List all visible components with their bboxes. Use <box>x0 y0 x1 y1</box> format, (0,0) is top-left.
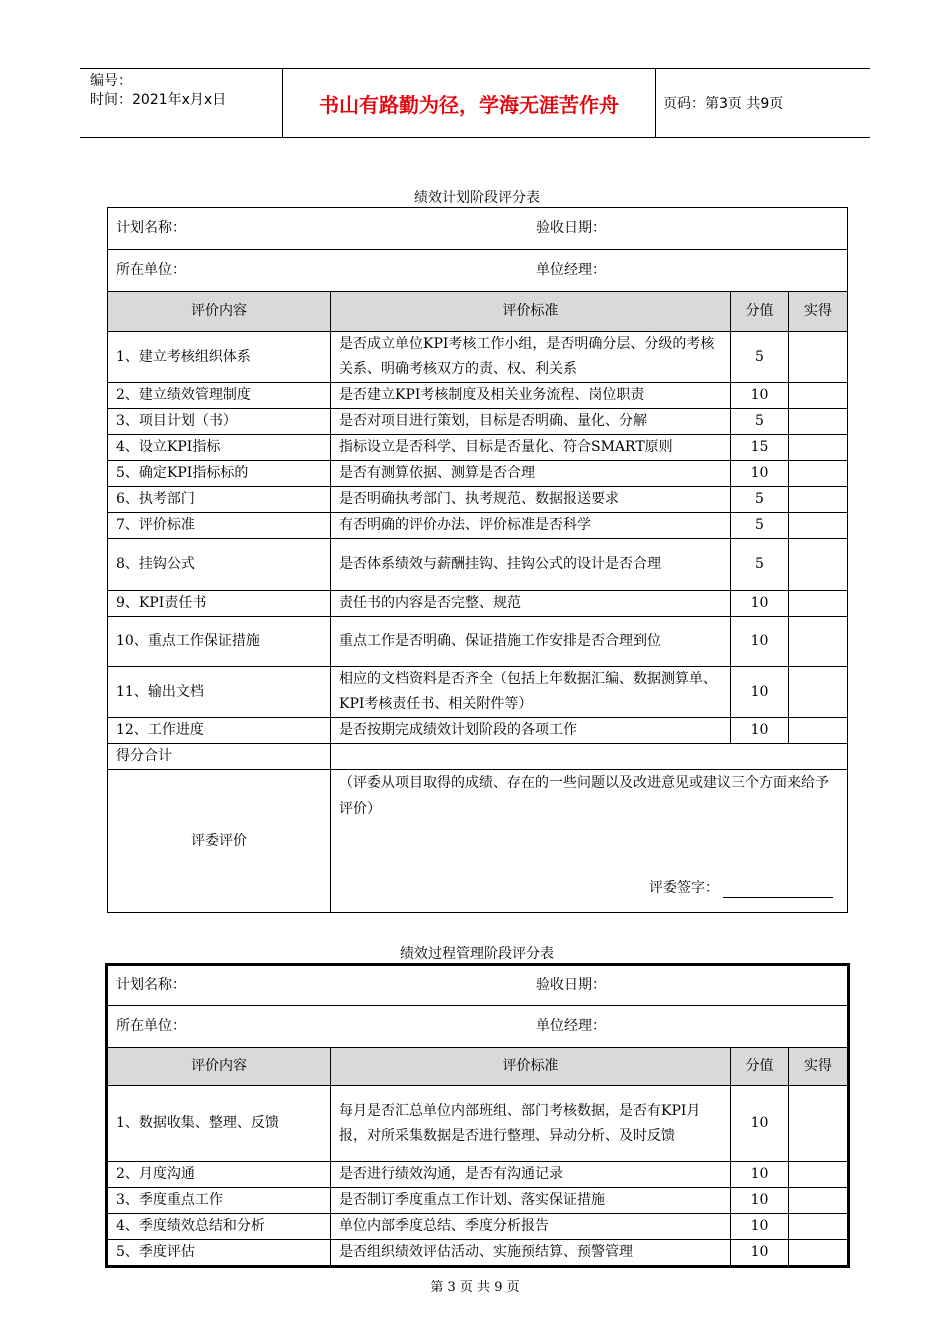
review-row <box>108 770 848 913</box>
table-row <box>108 1188 848 1214</box>
row-content: 10、重点工作保证措施 <box>108 617 331 667</box>
row-standard: 相应的文档资料是否齐全（包括上年数据汇编、数据测算单、KPI考核责任书、相关附件等） <box>331 667 731 718</box>
row-standard: 是否成立单位KPI考核工作小组，是否明确分层、分级的考核关系、明确考核双方的责、权、利关系 <box>331 332 731 383</box>
accept-date-label: 验收日期： <box>536 977 606 993</box>
row-content: 8、挂钩公式 <box>108 539 331 591</box>
row-content: 11、输出文档 <box>108 667 331 718</box>
row-actual-cell[interactable] <box>789 487 848 513</box>
process-stage-score-table <box>107 965 848 1266</box>
row-standard: 是否明确执考部门、执考规范、数据报送要求 <box>331 487 731 513</box>
row-actual-cell[interactable] <box>789 435 848 461</box>
page-footer: 第 3 页 共 9 页 <box>430 1280 520 1295</box>
plan-name-label: 计划名称： <box>116 220 186 236</box>
header-meta <box>80 69 282 137</box>
column-header: 实得 <box>789 1048 848 1086</box>
row-actual-cell[interactable] <box>789 513 848 539</box>
row-score: 10 <box>731 1240 789 1266</box>
row-actual-cell[interactable] <box>789 591 848 617</box>
row-content: 9、KPI责任书 <box>108 591 331 617</box>
column-header: 评价内容 <box>108 292 331 332</box>
column-header: 分值 <box>731 292 789 332</box>
row-standard: 是否体系绩效与薪酬挂钩、挂钩公式的设计是否合理 <box>331 539 731 591</box>
column-header: 评价内容 <box>108 1048 331 1086</box>
row-standard: 责任书的内容是否完整、规范 <box>331 591 731 617</box>
table-row <box>108 1240 848 1266</box>
table-row <box>108 1214 848 1240</box>
plan-stage-score-table <box>107 207 848 913</box>
row-score: 5 <box>731 332 789 383</box>
row-actual-cell[interactable] <box>789 1086 848 1162</box>
review-hint: （评委从项目取得的成绩、存在的一些问题以及改进意见或建议三个方面来给予评价） <box>339 775 829 817</box>
row-score: 10 <box>731 1214 789 1240</box>
unit-label: 所在单位： <box>116 1018 186 1034</box>
row-score: 10 <box>731 591 789 617</box>
row-score: 10 <box>731 383 789 409</box>
signature-label: 评委签字： <box>649 880 719 896</box>
column-header: 实得 <box>789 292 848 332</box>
row-content: 7、评价标准 <box>108 513 331 539</box>
header-page-label: 页码：第3页 共9页 <box>663 96 784 112</box>
row-score: 5 <box>731 409 789 435</box>
time-label: 时间：2021年x月x日 <box>90 92 227 108</box>
row-score: 5 <box>731 487 789 513</box>
table-row <box>108 591 848 617</box>
row-standard: 重点工作是否明确、保证措施工作安排是否合理到位 <box>331 617 731 667</box>
row-actual-cell[interactable] <box>789 1188 848 1214</box>
row-content: 3、季度重点工作 <box>108 1188 331 1214</box>
review-label: 评委评价 <box>108 770 331 913</box>
row-content: 5、季度评估 <box>108 1240 331 1266</box>
row-content: 1、建立考核组织体系 <box>108 332 331 383</box>
row-actual-cell[interactable] <box>789 332 848 383</box>
accept-date-label: 验收日期： <box>536 220 606 236</box>
row-content: 4、季度绩效总结和分析 <box>108 1214 331 1240</box>
table-row <box>108 487 848 513</box>
table-row <box>108 513 848 539</box>
column-header: 评价标准 <box>331 1048 731 1086</box>
table1-header-row <box>108 292 848 332</box>
row-actual-cell[interactable] <box>789 409 848 435</box>
table-row <box>108 332 848 383</box>
row-actual-cell[interactable] <box>789 383 848 409</box>
row-score: 10 <box>731 461 789 487</box>
row-score: 5 <box>731 513 789 539</box>
row-actual-cell[interactable] <box>789 718 848 744</box>
row-standard: 指标设立是否科学、目标是否量化、符合SMART原则 <box>331 435 731 461</box>
row-standard: 是否建立KPI考核制度及相关业务流程、岗位职责 <box>331 383 731 409</box>
table-row <box>108 1162 848 1188</box>
manager-label: 单位经理： <box>536 1018 606 1034</box>
signature-area <box>649 878 833 898</box>
column-header: 分值 <box>731 1048 789 1086</box>
unit-label: 所在单位： <box>116 262 186 278</box>
total-label: 得分合计 <box>108 744 331 770</box>
row-score: 10 <box>731 617 789 667</box>
row-score: 15 <box>731 435 789 461</box>
row-score: 10 <box>731 1086 789 1162</box>
table-row <box>108 461 848 487</box>
total-value-cell[interactable] <box>331 744 848 770</box>
row-actual-cell[interactable] <box>789 461 848 487</box>
plan-name-label: 计划名称： <box>116 977 186 993</box>
manager-label: 单位经理： <box>536 262 606 278</box>
table-row <box>108 539 848 591</box>
row-standard: 是否按期完成绩效计划阶段的各项工作 <box>331 718 731 744</box>
table2-caption: 绩效过程管理阶段评分表 <box>400 946 554 962</box>
table1-caption: 绩效计划阶段评分表 <box>414 190 540 206</box>
row-actual-cell[interactable] <box>789 667 848 718</box>
row-standard: 是否组织绩效评估活动、实施预结算、预警管理 <box>331 1240 731 1266</box>
table2-header-row <box>108 1048 848 1086</box>
row-actual-cell[interactable] <box>789 539 848 591</box>
row-standard: 是否有测算依据、测算是否合理 <box>331 461 731 487</box>
row-standard: 是否对项目进行策划，目标是否明确、量化、分解 <box>331 409 731 435</box>
row-standard: 有否明确的评价办法、评价标准是否科学 <box>331 513 731 539</box>
row-content: 12、工作进度 <box>108 718 331 744</box>
table1-info-row <box>108 208 848 250</box>
page-header <box>80 68 870 138</box>
table1-info-row <box>108 250 848 292</box>
row-actual-cell[interactable] <box>789 1240 848 1266</box>
table2-info-row <box>108 1006 848 1048</box>
number-label: 编号： <box>90 73 132 89</box>
row-content: 1、数据收集、整理、反馈 <box>108 1086 331 1162</box>
row-standard: 单位内部季度总结、季度分析报告 <box>331 1214 731 1240</box>
row-actual-cell[interactable] <box>789 617 848 667</box>
row-content: 3、项目计划（书） <box>108 409 331 435</box>
row-actual-cell[interactable] <box>789 1162 848 1188</box>
row-score: 5 <box>731 539 789 591</box>
row-standard: 每月是否汇总单位内部班组、部门考核数据，是否有KPI月报，对所采集数据是否进行整理、异动分析、及时反馈 <box>331 1086 731 1162</box>
row-content: 4、设立KPI指标 <box>108 435 331 461</box>
row-score: 10 <box>731 718 789 744</box>
total-row <box>108 744 848 770</box>
signature-line[interactable] <box>723 879 833 898</box>
row-content: 2、月度沟通 <box>108 1162 331 1188</box>
row-actual-cell[interactable] <box>789 1214 848 1240</box>
column-header: 评价标准 <box>331 292 731 332</box>
table2-info-row <box>108 966 848 1006</box>
row-standard: 是否制订季度重点工作计划、落实保证措施 <box>331 1188 731 1214</box>
table-row <box>108 1086 848 1162</box>
row-content: 2、建立绩效管理制度 <box>108 383 331 409</box>
review-cell[interactable] <box>331 770 848 913</box>
row-score: 10 <box>731 667 789 718</box>
row-standard: 是否进行绩效沟通，是否有沟通记录 <box>331 1162 731 1188</box>
row-score: 10 <box>731 1162 789 1188</box>
header-motto: 书山有路勤为径，学海无涯苦作舟 <box>282 69 656 137</box>
row-content: 5、确定KPI指标标的 <box>108 461 331 487</box>
row-content: 6、执考部门 <box>108 487 331 513</box>
row-score: 10 <box>731 1188 789 1214</box>
table-row <box>108 617 848 667</box>
table-row <box>108 667 848 718</box>
table-row <box>108 435 848 461</box>
table-row <box>108 409 848 435</box>
table-row <box>108 718 848 744</box>
table-row <box>108 383 848 409</box>
